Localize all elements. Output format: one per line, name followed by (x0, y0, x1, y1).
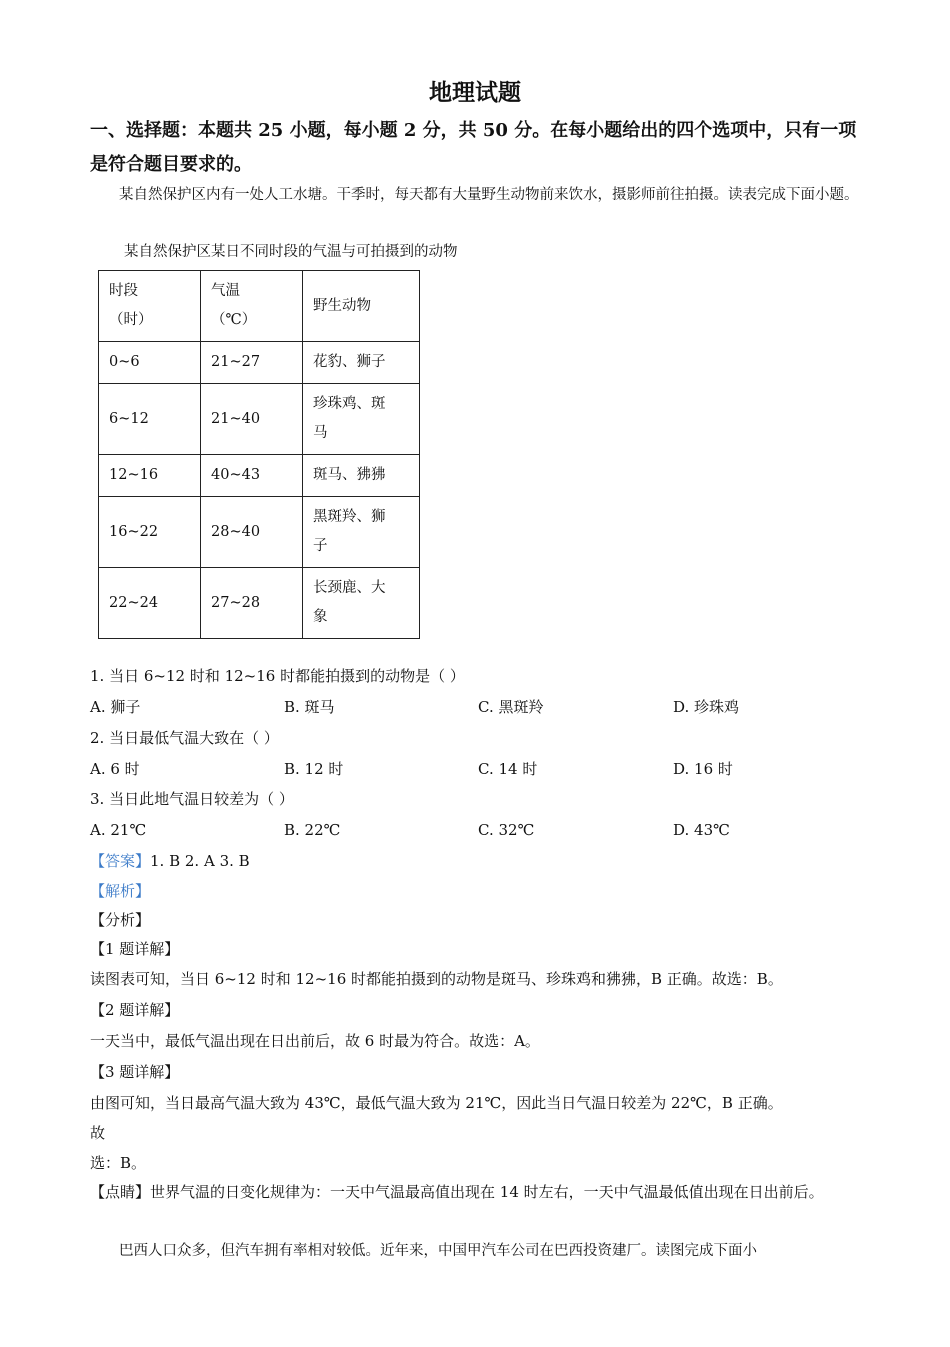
table-cell: 16~22 (99, 497, 201, 568)
question-1-option-c: C. 黑斑羚 (478, 698, 544, 716)
table-cell: 花豹、狮子 (303, 342, 420, 384)
question-1-option-a: A. 狮子 (90, 698, 141, 716)
table-row (99, 455, 420, 497)
answer-line (90, 850, 250, 872)
table-cell: 21~40 (201, 384, 303, 455)
question-3-stem: 3. 当日此地气温日较差为（ ） (90, 790, 294, 808)
detail-3-text-end: 选：B。 (90, 1154, 147, 1172)
data-table (98, 270, 420, 639)
table-cell: 6~12 (99, 384, 201, 455)
question-1-option-b: B. 斑马 (284, 698, 335, 716)
table-cell: 珍珠鸡、斑 马 (303, 384, 420, 455)
question-2-stem: 2. 当日最低气温大致在（ ） (90, 729, 279, 747)
page-title: 地理试题 (429, 79, 521, 106)
table-row (99, 342, 420, 384)
fenxi-label: 【分析】 (90, 911, 151, 929)
question-2-option-d: D. 16 时 (673, 760, 733, 778)
header-cell-temperature: 气温 （℃） (201, 271, 303, 342)
question-1-stem: 1. 当日 6~12 时和 12~16 时都能拍摄到的动物是（ ） (90, 667, 465, 685)
detail-3-text: 由图可知，当日最高气温大致为 43℃，最低气温大致为 21℃，因此当日气温日较差为 22℃，B 正确。 (90, 1094, 783, 1112)
detail-1-label: 【1 题详解】 (90, 940, 180, 958)
table-row (99, 568, 420, 639)
question-3-option-d: D. 43℃ (673, 821, 730, 839)
table-cell: 22~24 (99, 568, 201, 639)
dianjing-label: 【点睛】 (90, 1183, 151, 1201)
question-3-option-a: A. 21℃ (90, 821, 147, 839)
answer-label: 【答案】 (90, 852, 151, 870)
question-3-option-b: B. 22℃ (284, 821, 341, 839)
question-2-option-b: B. 12 时 (284, 760, 344, 778)
table-cell: 12~16 (99, 455, 201, 497)
question-2-option-a: A. 6 时 (90, 760, 140, 778)
question-3-option-c: C. 32℃ (478, 821, 535, 839)
answer-text: 1. B 2. A 3. B (150, 852, 250, 870)
table-cell: 40~43 (201, 455, 303, 497)
analysis-label: 【解析】 (90, 882, 151, 900)
section-heading: 一、选择题：本题共 25 小题，每小题 2 分，共 50 分。在每小题给出的四个选项中，只有一项是符合题目要求的。 (90, 120, 857, 175)
detail-2-label: 【2 题详解】 (90, 1001, 180, 1019)
table-cell: 黑斑羚、狮 子 (303, 497, 420, 568)
header-cell-period: 时段 （时） (99, 271, 201, 342)
dianjing-text: 世界气温的日变化规律为：一天中气温最高值出现在 14 时左右，一天中气温最低值出现在日出前后。 (150, 1183, 824, 1201)
table-caption: 某自然保护区某日不同时段的气温与可拍摄到的动物 (124, 244, 458, 260)
table-cell: 21~27 (201, 342, 303, 384)
table-cell: 28~40 (201, 497, 303, 568)
question-intro: 某自然保护区内有一处人工水塘。干季时，每天都有大量野生动物前来饮水，摄影师前往拍摄。读表完成下面小题。 (119, 187, 859, 203)
question-1-option-d: D. 珍珠鸡 (673, 698, 740, 716)
table-cell: 长颈鹿、大 象 (303, 568, 420, 639)
dianjing-paragraph (90, 1177, 860, 1207)
table-cell: 0~6 (99, 342, 201, 384)
detail-2-text: 一天当中，最低气温出现在日出前后，故 6 时最为符合。故选：A。 (90, 1032, 540, 1050)
table-row (99, 384, 420, 455)
table-row (99, 497, 420, 568)
next-question-intro: 巴西人口众多，但汽车拥有率相对较低。近年来，中国甲汽车公司在巴西投资建厂。读图完成下面小 (119, 1243, 757, 1259)
detail-3-text-cont: 故 (90, 1124, 106, 1142)
table-cell: 27~28 (201, 568, 303, 639)
detail-1-text: 读图表可知，当日 6~12 时和 12~16 时都能拍摄到的动物是斑马、珍珠鸡和狒狒，B 正确。故选：B。 (90, 970, 783, 988)
detail-3-label: 【3 题详解】 (90, 1063, 180, 1081)
question-2-option-c: C. 14 时 (478, 760, 538, 778)
header-cell-animals: 野生动物 (303, 271, 420, 342)
table-header-row (99, 271, 420, 342)
table-cell: 斑马、狒狒 (303, 455, 420, 497)
